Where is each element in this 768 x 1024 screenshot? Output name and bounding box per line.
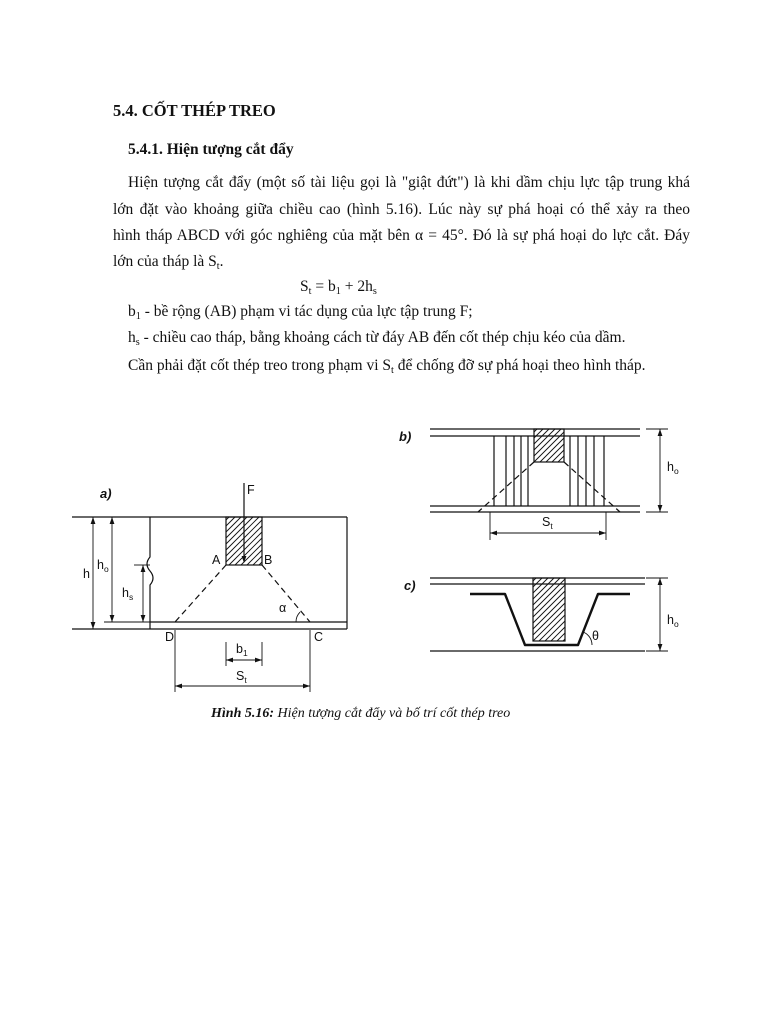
paragraph-line: hình tháp ABCD với góc nghiêng của mặt bên α = 45°. Đó là sự phá hoại do lực cắt. Đáy xyxy=(113,227,690,244)
load-plate-hatch-line xyxy=(533,578,560,605)
dimension-st-label: $S_t$ xyxy=(236,669,247,685)
load-plate-hatch-line xyxy=(533,591,565,623)
load-plate-hatch-line xyxy=(552,450,564,462)
figure-caption-label: Hình 5.16: xyxy=(211,706,275,721)
load-plate-hatch-line xyxy=(533,578,554,599)
angle-alpha-arc xyxy=(296,612,300,622)
load-plate-hatch-line xyxy=(551,627,565,641)
point-b-label: B xyxy=(264,553,273,567)
figure-c-label: c) xyxy=(404,578,416,593)
section-heading: 5.4. CỐT THÉP TREO xyxy=(113,101,276,120)
figure-b xyxy=(399,429,679,540)
dimension-st-label: $S_t$ xyxy=(542,515,553,531)
dimension-h-o-arrowhead xyxy=(110,615,115,622)
dimension-h-arrowhead xyxy=(91,622,96,629)
failure-line-ad xyxy=(175,565,226,622)
dimension-h-s-label: $h_s$ xyxy=(122,586,134,602)
formula-st: St = b1 + 2hs xyxy=(300,278,377,298)
dimension-h-s-arrowhead xyxy=(141,565,146,572)
figure-b-label: b) xyxy=(399,429,412,444)
dimension-h-label: h xyxy=(83,567,90,581)
angle-theta-arc xyxy=(583,632,592,645)
conclusion-line: Cần phải đặt cốt thép treo trong phạm vi St để chống đỡ sự phá hoại theo hình tháp. xyxy=(128,357,646,377)
angle-alpha-label: α xyxy=(279,601,287,615)
load-plate-hatch-line xyxy=(235,538,262,565)
paragraph-line: Hiện tượng cắt đẩy (một số tài liệu gọi là "giật đứt") là khi dầm chịu lực tập trung khá xyxy=(128,174,690,191)
dimension-st-arrowhead xyxy=(490,531,497,536)
dimension-b1-arrowhead xyxy=(226,658,233,663)
paragraph-last-line: lớn của tháp là St. xyxy=(113,253,224,273)
paragraph-line: lớn đặt vào khoảng giữa chiều cao (hình 5.16). Lúc này sự phá hoại có thể xảy ra theo xyxy=(113,201,690,218)
dimension-st-arrowhead xyxy=(599,531,606,536)
load-plate-hatch-line xyxy=(534,429,555,450)
point-d-label: D xyxy=(165,630,175,644)
dimension-h-arrowhead xyxy=(91,517,96,524)
force-f-arrowhead xyxy=(242,556,247,563)
dimension-h-s-arrowhead xyxy=(141,615,146,622)
load-plate-hatch-line xyxy=(533,578,548,593)
load-plate-hatch-line xyxy=(534,429,561,456)
figure-caption xyxy=(211,704,510,724)
dimension-h-o-arrowhead xyxy=(658,644,663,651)
load-plate-hatch-line xyxy=(533,609,565,641)
figure-caption-text: Hiện tượng cắt đẩy và bố trí cốt thép treo xyxy=(274,706,511,721)
figure-a xyxy=(72,483,347,692)
figure-c xyxy=(404,578,679,651)
dimension-h-o-label: $h_o$ xyxy=(667,460,679,476)
dimension-h-o-arrowhead xyxy=(658,429,663,436)
load-plate-hatch-line xyxy=(226,517,253,544)
definition-hs: hs - chiều cao tháp, bằng khoảng cách từ đáy AB đến cốt thép chịu kéo của dầm. xyxy=(128,329,626,349)
force-f-label: F xyxy=(247,483,255,497)
load-plate-hatch-line xyxy=(247,550,262,565)
load-plate-hatch-line xyxy=(558,456,564,462)
figure-a-label: a) xyxy=(100,486,112,501)
dimension-h-o-label: $h_o$ xyxy=(97,558,109,574)
dimension-st-arrowhead xyxy=(303,684,310,689)
load-plate-hatch-line xyxy=(533,597,565,629)
dimension-st-arrowhead xyxy=(175,684,182,689)
load-plate-hatch-line xyxy=(533,603,565,635)
dimension-h-o-arrowhead xyxy=(110,517,115,524)
angle-theta-label: θ xyxy=(592,629,599,643)
dimension-b1-arrowhead xyxy=(255,658,262,663)
bent-hanger-bar xyxy=(470,594,630,645)
subsection-heading: 5.4.1. Hiện tượng cắt đẩy xyxy=(128,141,294,158)
point-c-label: C xyxy=(314,630,324,644)
beam-left-break-edge xyxy=(147,517,153,629)
dimension-h-o-arrowhead xyxy=(658,505,663,512)
load-plate-hatch-line xyxy=(226,517,241,532)
dimension-h-o-label: $h_o$ xyxy=(667,613,679,629)
load-plate-hatch-line xyxy=(545,621,565,641)
load-plate-hatch-line xyxy=(533,585,565,617)
point-a-label: A xyxy=(212,553,221,567)
dimension-b1-label: $b_1$ xyxy=(236,642,248,658)
failure-line-right xyxy=(564,462,620,512)
load-plate-hatch-line xyxy=(540,438,564,462)
dimension-h-o-arrowhead xyxy=(658,578,663,585)
definition-b1: b1 - bề rộng (AB) phạm vi tác dụng của lực tập trung F; xyxy=(128,303,473,323)
